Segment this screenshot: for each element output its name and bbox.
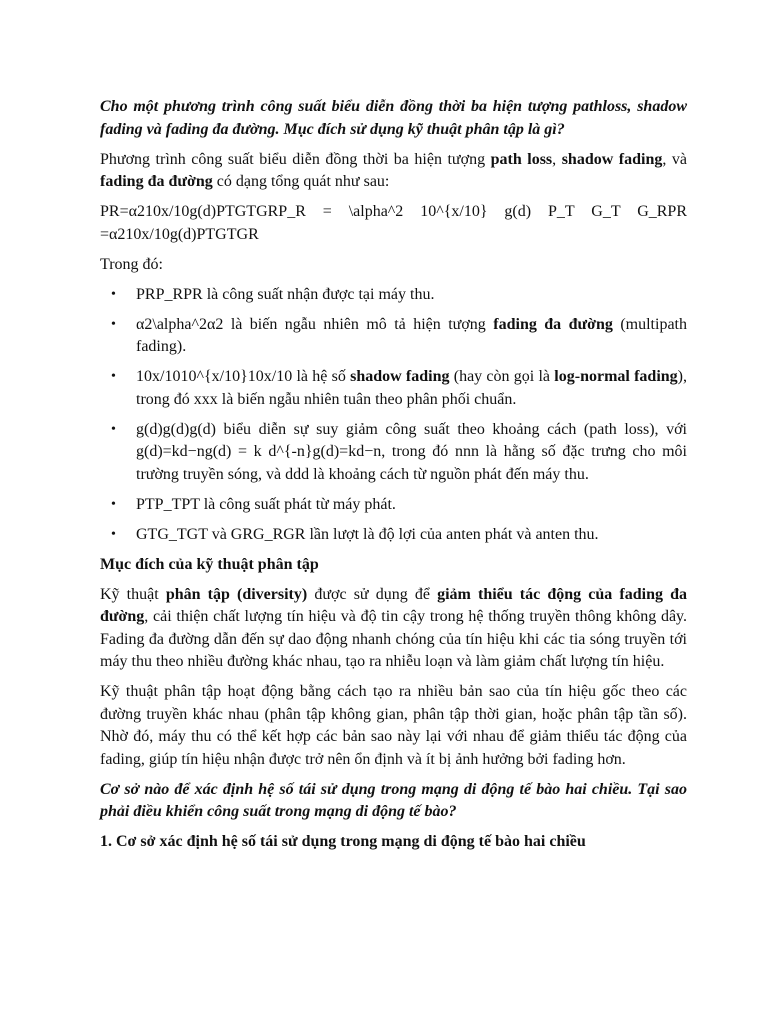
bullet-icon: • bbox=[111, 369, 116, 384]
bullet-icon: • bbox=[111, 496, 116, 512]
intro-text: có dạng tổng quát như sau: bbox=[212, 173, 390, 190]
intro-paragraph bbox=[100, 149, 687, 194]
intro-text: , và bbox=[662, 150, 688, 168]
question-1: Cho một phương trình công suất biểu diễn đồng thời ba hiện tượng pathloss, shadow fading và fading đa đường. Mục đích sử dụng kỹ thuật phân tập là gì? bbox=[100, 98, 687, 138]
list-item bbox=[100, 419, 687, 487]
bullet-icon: • bbox=[111, 316, 116, 332]
question-2: Cơ sở nào để xác định hệ số tái sử dụng trong mạng di động tế bào hai chiều. Tại sao phải điều khiển công suất trong mạng di động tế bào? bbox=[100, 780, 687, 820]
bold-term: fading đa đường bbox=[493, 315, 613, 333]
list-item bbox=[100, 524, 687, 547]
list-item bbox=[100, 284, 687, 307]
intro-text: Phương trình công suất biểu diễn đồng thời ba hiện tượng bbox=[100, 150, 491, 168]
para-text: được sử dụng để bbox=[307, 585, 438, 603]
bold-term: shadow fading bbox=[561, 150, 663, 168]
bold-term: phân tập (diversity) bbox=[165, 585, 308, 603]
bullet-icon: • bbox=[111, 286, 116, 302]
document-page bbox=[100, 96, 687, 861]
item-text: (multipath fading). bbox=[136, 315, 687, 355]
item-text: g(d)g(d)g(d) biểu diễn sự suy giảm công suất theo khoảng cách (path loss), với g(d)=kd−ng(d) = k d^{-n}g(d)=kd−n, trong đó nnn là hằng số đặc trưng cho môi trường truyền sóng, và ddd là khoảng cách từ nguồn phát đến máy thu. bbox=[136, 420, 687, 483]
power-formula: PR=α210x/10g(d)PTGTGRP_R = \alpha^2 10^{x/10} g(d) P_T G_T G_RPR =α210x/10g(d)PTGTGR bbox=[100, 203, 687, 243]
list-item bbox=[100, 494, 687, 517]
para-text: Kỹ thuật bbox=[100, 585, 166, 603]
bullet-icon: • bbox=[111, 526, 116, 542]
bold-term: log-normal fading bbox=[554, 368, 678, 385]
item-text: (hay còn gọi là bbox=[449, 368, 555, 385]
item-text: ), trong đó xxx là biến ngẫu nhiên tuân theo phân phối chuẩn. bbox=[136, 368, 687, 408]
list-item bbox=[100, 314, 687, 359]
term-list bbox=[100, 284, 687, 547]
bullet-icon: • bbox=[111, 421, 116, 437]
bold-term: giảm thiểu tác động của fading đa đường bbox=[100, 585, 688, 625]
intro-text: , bbox=[552, 150, 562, 168]
item-text: PTP_TPT là công suất phát từ máy phát. bbox=[136, 495, 396, 513]
item-text: 10x/1010^{x/10}10x/10 là hệ số bbox=[136, 368, 351, 385]
bold-term: path loss bbox=[490, 150, 553, 168]
bold-term: shadow fading bbox=[350, 368, 450, 385]
item-text: α2\alpha^2α2 là biến ngẫu nhiên mô tả hiện tượng bbox=[136, 315, 494, 333]
list-item bbox=[100, 366, 687, 411]
bold-term: fading đa đường bbox=[100, 173, 213, 190]
where-label: Trong đó: bbox=[100, 255, 163, 273]
para-text: , cải thiện chất lượng tín hiệu và độ tin cậy trong hệ thống truyền thông không dây. Fading đa đường dẫn đến sự dao động nhanh chóng của tín hiệu khi các tia sóng truyền tới máy thu theo nhiều đường khác nhau, tạo ra nhiễu loạn và làm giảm chất lượng tín hiệu. bbox=[100, 608, 687, 670]
section-heading: 1. Cơ sở xác định hệ số tái sử dụng trong mạng di động tế bào hai chiều bbox=[100, 833, 586, 850]
item-text: PRP_RPR là công suất nhận được tại máy thu. bbox=[136, 285, 435, 303]
section-heading: Mục đích của kỹ thuật phân tập bbox=[100, 555, 319, 573]
item-text: GTG_TGT và GRG_RGR lần lượt là độ lợi của anten phát và anten thu. bbox=[136, 525, 599, 543]
purpose-paragraph bbox=[100, 584, 687, 674]
mechanism-paragraph: Kỹ thuật phân tập hoạt động bằng cách tạo ra nhiều bản sao của tín hiệu gốc theo các đường truyền khác nhau (phân tập không gian, phân tập thời gian, hoặc phân tập tần số). Nhờ đó, máy thu có thể kết hợp các bản sao này lại với nhau để giảm thiểu tác động của fading, giúp tín hiệu nhận được trở nên ổn định và ít bị ảnh hưởng bởi fading hơn. bbox=[100, 683, 687, 768]
